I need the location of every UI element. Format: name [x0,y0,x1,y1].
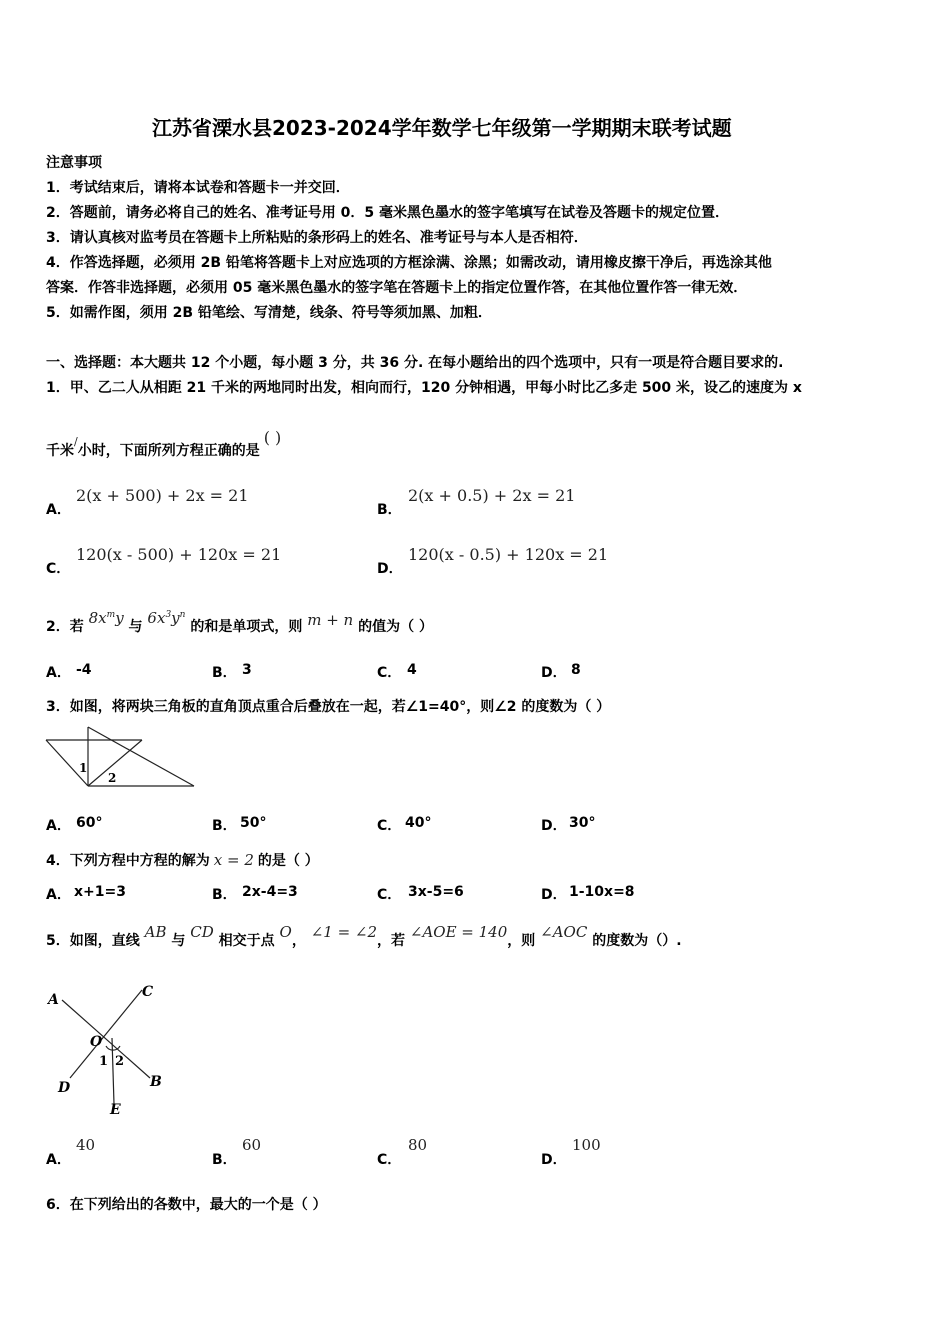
option-label: D． [541,1152,567,1168]
notice-item: 答案．作答非选择题，必须用 05 毫米黑色墨水的签字笔在答题卡上的指定位置作答，在其他位置作答一律无效． [46,280,748,296]
option-label: A． [46,1152,71,1168]
angle-label: 1 [79,761,88,775]
question-4-text: 4．下列方程中方程的解为 x = 2 的是（ ） [46,851,319,869]
notice-heading: 注意事项 [46,155,102,171]
option-expression: 2(x + 0.5) + 2x = 21 [408,486,576,505]
option-label: A． [46,818,71,834]
option-label: D． [541,887,567,903]
question-5-text: 5．如图，直线 AB 与 CD 相交于点 O， ∠1 = ∠2，若 ∠AOE = 140，则 ∠AOC 的度数为（）. [46,923,682,949]
intersecting-lines-figure [44,980,174,1120]
question-2-text: 2．若 $8x^my$ 与 $6x^3y^n$ 的和是单项式，则 m + n 的值为（ ） [46,609,433,635]
option-value: 3x-5=6 [408,884,464,900]
question-3-text: 3．如图，将两块三角板的直角顶点重合后叠放在一起，若∠1=40°，则∠2 的度数为（ ） [46,699,611,715]
notice-item: 5．如需作图，须用 2B 铅笔绘、写清楚，线条、符号等须加黑、加粗． [46,305,492,321]
option-label: C． [377,818,402,834]
option-value: 30° [569,815,596,831]
angle-label: 1 [99,1054,109,1069]
option-label: D． [377,561,403,577]
point-label: E [110,1102,121,1118]
option-value: 50° [240,815,267,831]
option-expression: 120(x - 0.5) + 120x = 21 [408,545,609,564]
notice-item: 4．作答选择题，必须用 2B 铅笔将答题卡上对应选项的方框涂满、涂黑；如需改动，请用橡皮擦干净后，再选涂其他 [46,255,772,271]
option-label: B． [212,665,237,681]
option-label: A． [46,665,71,681]
point-label: B [150,1074,162,1090]
point-label: A [48,992,59,1008]
option-value: 1-10x=8 [569,884,635,900]
option-value: -4 [76,662,92,678]
option-value: 2x-4=3 [242,884,298,900]
notice-item: 2．答题前，请务必将自己的姓名、准考证号用 0．5 毫米黑色墨水的签字笔填写在试卷及答题卡的规定位置． [46,205,729,221]
question-1-text-2: 千米/小时，下面所列方程正确的是( ) [46,428,282,459]
option-value: 40 [76,1136,96,1154]
option-label: C． [377,665,402,681]
option-label: C． [377,1152,402,1168]
option-value: x+1=3 [74,884,126,900]
notice-item: 3．请认真核对监考员在答题卡上所粘贴的条形码上的姓名、准考证号与本人是否相符． [46,230,588,246]
point-label: D [58,1080,71,1096]
point-label: C [142,984,154,1000]
page-title: 江苏省溧水县2023-2024学年数学七年级第一学期期末联考试题 [152,116,732,140]
notice-item: 1．考试结束后，请将本试卷和答题卡一并交回． [46,180,350,196]
option-label: C． [377,887,402,903]
question-1-text: 1．甲、乙二人从相距 21 千米的两地同时出发，相向而行，120 分钟相遇，甲每小时比乙多走 500 米，设乙的速度为 x [46,380,802,396]
section-heading: 一、选择题：本大题共 12 个小题，每小题 3 分，共 36 分. 在每小题给出的四个选项中，只有一项是符合题目要求的. [46,355,784,371]
option-value: 80 [408,1136,428,1154]
option-label: B． [212,1152,237,1168]
option-label: C． [46,561,71,577]
option-expression: 120(x - 500) + 120x = 21 [76,545,282,564]
option-label: B． [377,502,402,518]
question-6-text: 6．在下列给出的各数中，最大的一个是（ ） [46,1197,327,1213]
option-value: 4 [407,662,417,678]
option-label: A． [46,502,71,518]
angle-label: 2 [115,1054,125,1069]
option-value: 3 [242,662,252,678]
option-value: 40° [405,815,432,831]
option-value: 60 [242,1136,262,1154]
option-value: 100 [572,1136,601,1154]
angle-label: 2 [108,771,117,785]
option-label: A． [46,887,71,903]
option-label: B． [212,887,237,903]
triangle-figure [44,724,196,790]
point-label: O [90,1034,103,1050]
option-value: 60° [76,815,103,831]
option-label: D． [541,665,567,681]
option-label: B． [212,818,237,834]
option-expression: 2(x + 500) + 2x = 21 [76,486,249,505]
option-value: 8 [571,662,581,678]
option-label: D． [541,818,567,834]
